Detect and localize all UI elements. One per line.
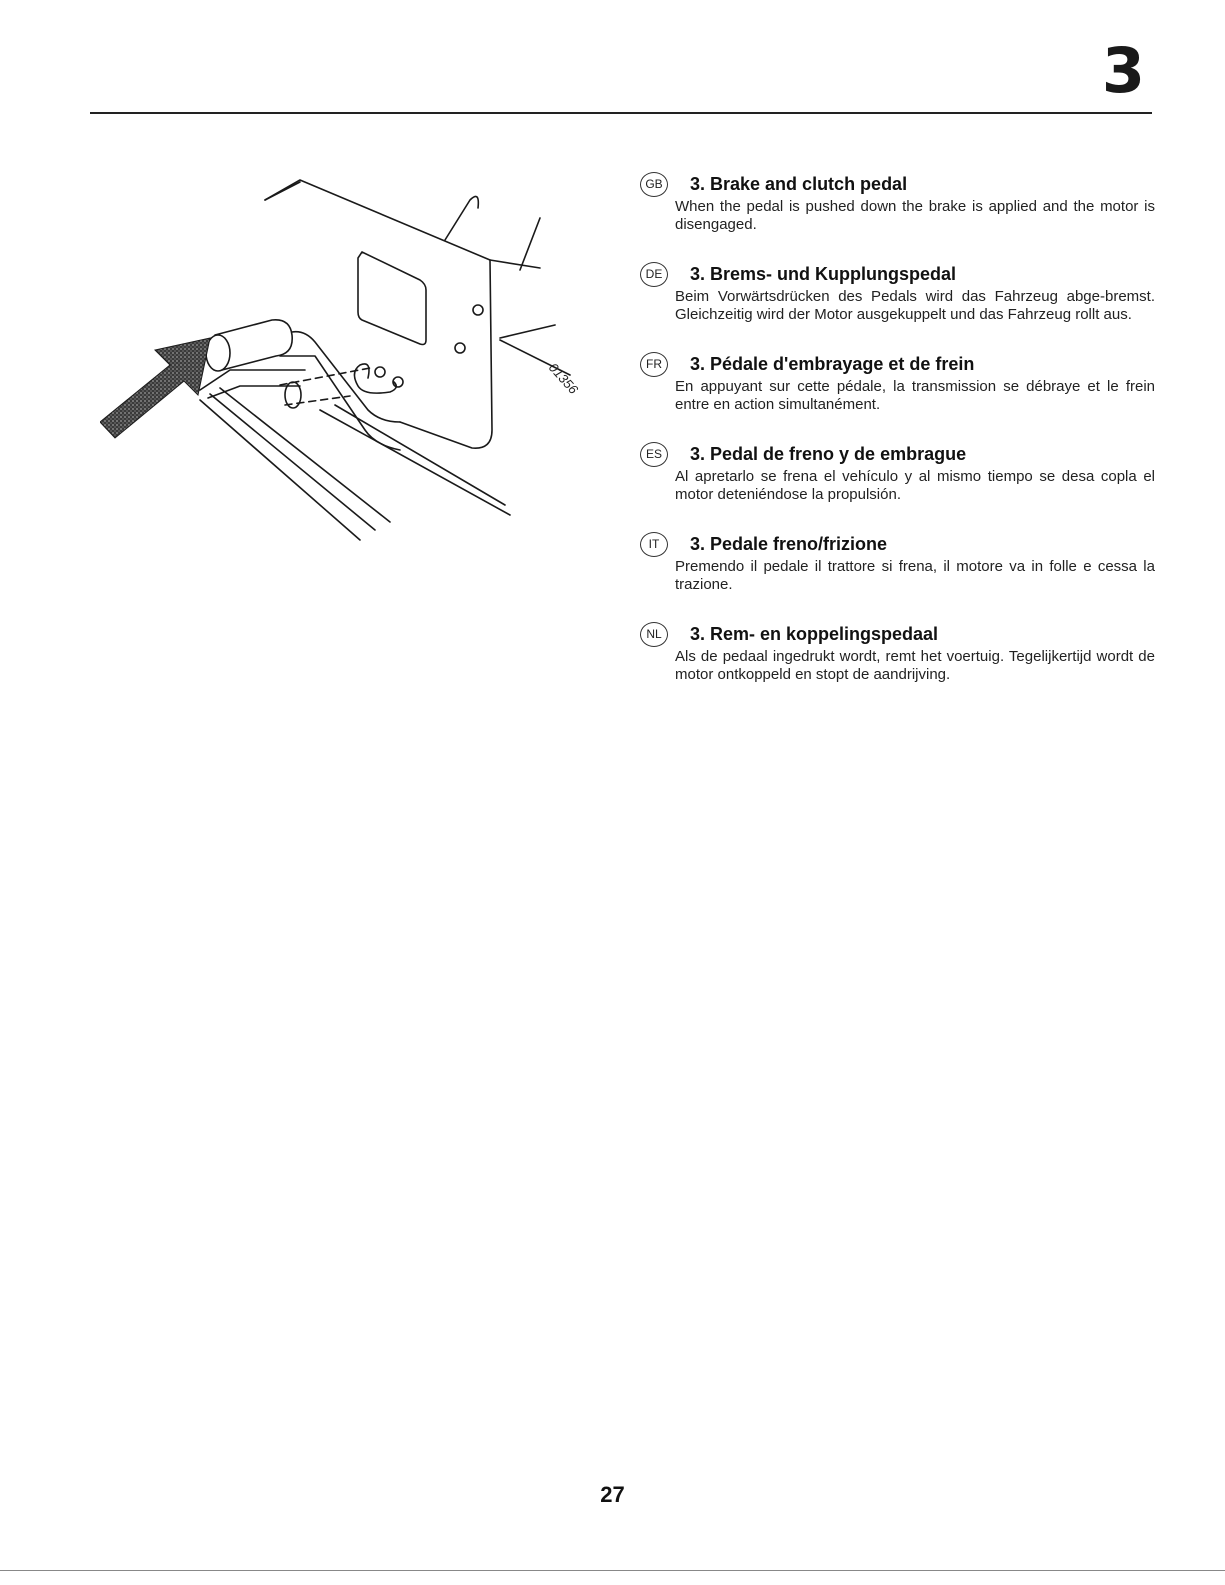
- side-panel-outline: [400, 260, 492, 448]
- page-number: 27: [600, 1482, 625, 1507]
- hood-curve-line: [445, 196, 478, 240]
- footer-rule: [0, 1570, 1225, 1571]
- section-body: En appuyant sur cette pédale, la transmission se débraye et le frein entre en action simultanément.: [675, 378, 1155, 413]
- rail-line: [200, 400, 360, 540]
- bolt-icon: [455, 343, 465, 353]
- brake-clutch-pedal-illustration: [100, 160, 600, 560]
- section-nl: [640, 622, 1155, 684]
- section-title: 3. Brems- und Kupplungspedal: [690, 264, 957, 284]
- section-title: 3. Brake and clutch pedal: [690, 174, 908, 194]
- language-badge-fr: FR: [640, 352, 668, 377]
- section-body: Premendo il pedale il trattore si frena, il motore va in folle e cessa la trazione.: [675, 558, 1155, 593]
- section-gb: [640, 172, 1155, 234]
- upright-line: [520, 218, 540, 270]
- section-title: 3. Rem- en koppelingspedaal: [690, 624, 939, 644]
- section-body: Beim Vorwärtsdrücken des Pedals wird das Fahrzeug abge-bremst. Gleichzeitig wird der Motor ausgekuppelt und das Fahrzeug rollt aus.: [675, 288, 1155, 323]
- hood-edge-line: [265, 180, 490, 260]
- language-badge-gb: GB: [640, 172, 668, 197]
- rail-line: [220, 388, 390, 522]
- bolt-icon: [375, 367, 385, 377]
- section-list: [640, 172, 1155, 712]
- bolt-icon: [473, 305, 483, 315]
- section-title: 3. Pedale freno/frizione: [690, 534, 888, 554]
- pedal-shaft-hidden-2: [285, 396, 350, 405]
- pedal-arm-upper: [292, 332, 400, 422]
- rail-line: [320, 410, 510, 515]
- figure-code: 01356: [545, 359, 582, 397]
- language-badge-es: ES: [640, 442, 668, 467]
- language-badge-nl: NL: [640, 622, 668, 647]
- language-badge-de: DE: [640, 262, 668, 287]
- section-it: [640, 532, 1155, 594]
- section-fr: [640, 352, 1155, 414]
- chapter-number: 3: [1101, 34, 1145, 107]
- pedal-hook: [354, 364, 396, 393]
- language-badge-it: IT: [640, 532, 668, 557]
- hood-edge-line-2: [265, 182, 300, 200]
- rail-line: [335, 405, 505, 505]
- section-body: Al apretarlo se frena el vehículo y al mismo tiempo se desa copla el motor deteniéndose la propulsión.: [675, 468, 1155, 503]
- section-title: 3. Pédale d'embrayage et de frein: [690, 354, 975, 374]
- section-body: Als de pedaal ingedrukt wordt, remt het voertuig. Tegelijkertijd wordt de motor ontkoppeld en stopt de aandrijving.: [675, 648, 1155, 683]
- section-de: [640, 262, 1155, 324]
- section-es: [640, 442, 1155, 504]
- header-rule: [90, 112, 1152, 114]
- pedal-pad: [215, 320, 292, 370]
- panel-window: [358, 252, 426, 345]
- ledge-line: [500, 325, 555, 338]
- pointer-arrow-icon: [100, 338, 210, 438]
- section-title: 3. Pedal de freno y de embrague: [690, 444, 967, 464]
- pedal-frame-line: [200, 370, 305, 390]
- side-edge-line: [490, 260, 540, 268]
- section-body: When the pedal is pushed down the brake is applied and the motor is disengaged.: [675, 198, 1155, 233]
